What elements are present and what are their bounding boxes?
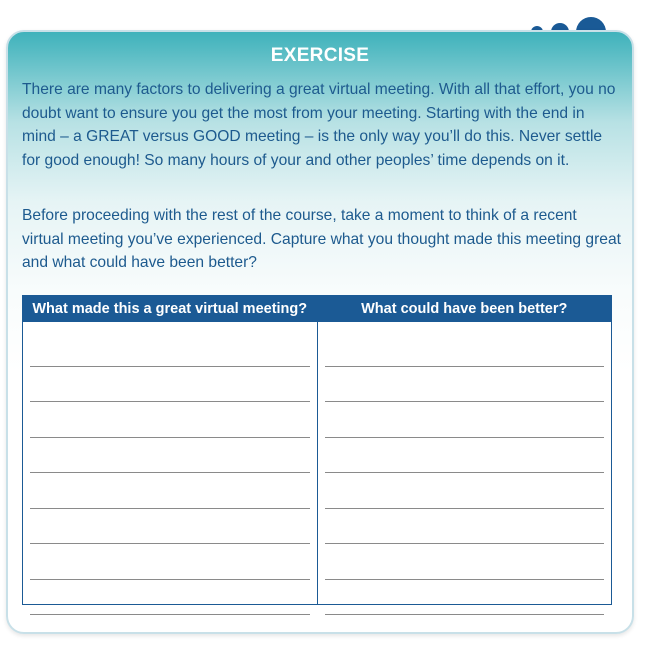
writing-line[interactable] (30, 509, 310, 545)
great-writing-lines (23, 322, 317, 615)
exercise-title: EXERCISE (270, 45, 370, 66)
writing-line[interactable] (325, 367, 605, 403)
writing-line[interactable] (325, 402, 605, 438)
writing-line[interactable] (325, 509, 605, 545)
writing-line[interactable] (325, 473, 605, 509)
great-column-header: What made this a great virtual meeting? (23, 296, 317, 322)
writing-line[interactable] (30, 331, 310, 367)
intro-paragraph: There are many factors to delivering a great virtual meeting. With all that effort, you no doubt want to ensure you get the most from your meeting. Starting with the end in mind – a GREAT versus GOOD meeting – is the only way you’ll do this. Never settle for good enough! So many hours of your and other peoples’ time depends on it. (22, 81, 616, 169)
writing-line[interactable] (30, 544, 310, 580)
better-writing-lines (318, 322, 612, 615)
writing-line[interactable] (325, 544, 605, 580)
writing-line[interactable] (325, 580, 605, 616)
writing-line[interactable] (325, 331, 605, 367)
exercise-card (6, 30, 634, 634)
better-column-header: What could have been better? (318, 296, 612, 322)
writing-line[interactable] (30, 473, 310, 509)
writing-line[interactable] (30, 367, 310, 403)
writing-line[interactable] (30, 402, 310, 438)
writing-line[interactable] (30, 438, 310, 474)
worksheet-table (22, 295, 612, 605)
writing-line[interactable] (30, 580, 310, 616)
writing-line[interactable] (325, 438, 605, 474)
better-column (317, 296, 612, 604)
instruction-paragraph: Before proceeding with the rest of the course, take a moment to think of a recent virtual meeting you’ve experienced. Capture what you thought made this meeting great and what could have been better? (22, 207, 621, 271)
great-column (23, 296, 317, 604)
